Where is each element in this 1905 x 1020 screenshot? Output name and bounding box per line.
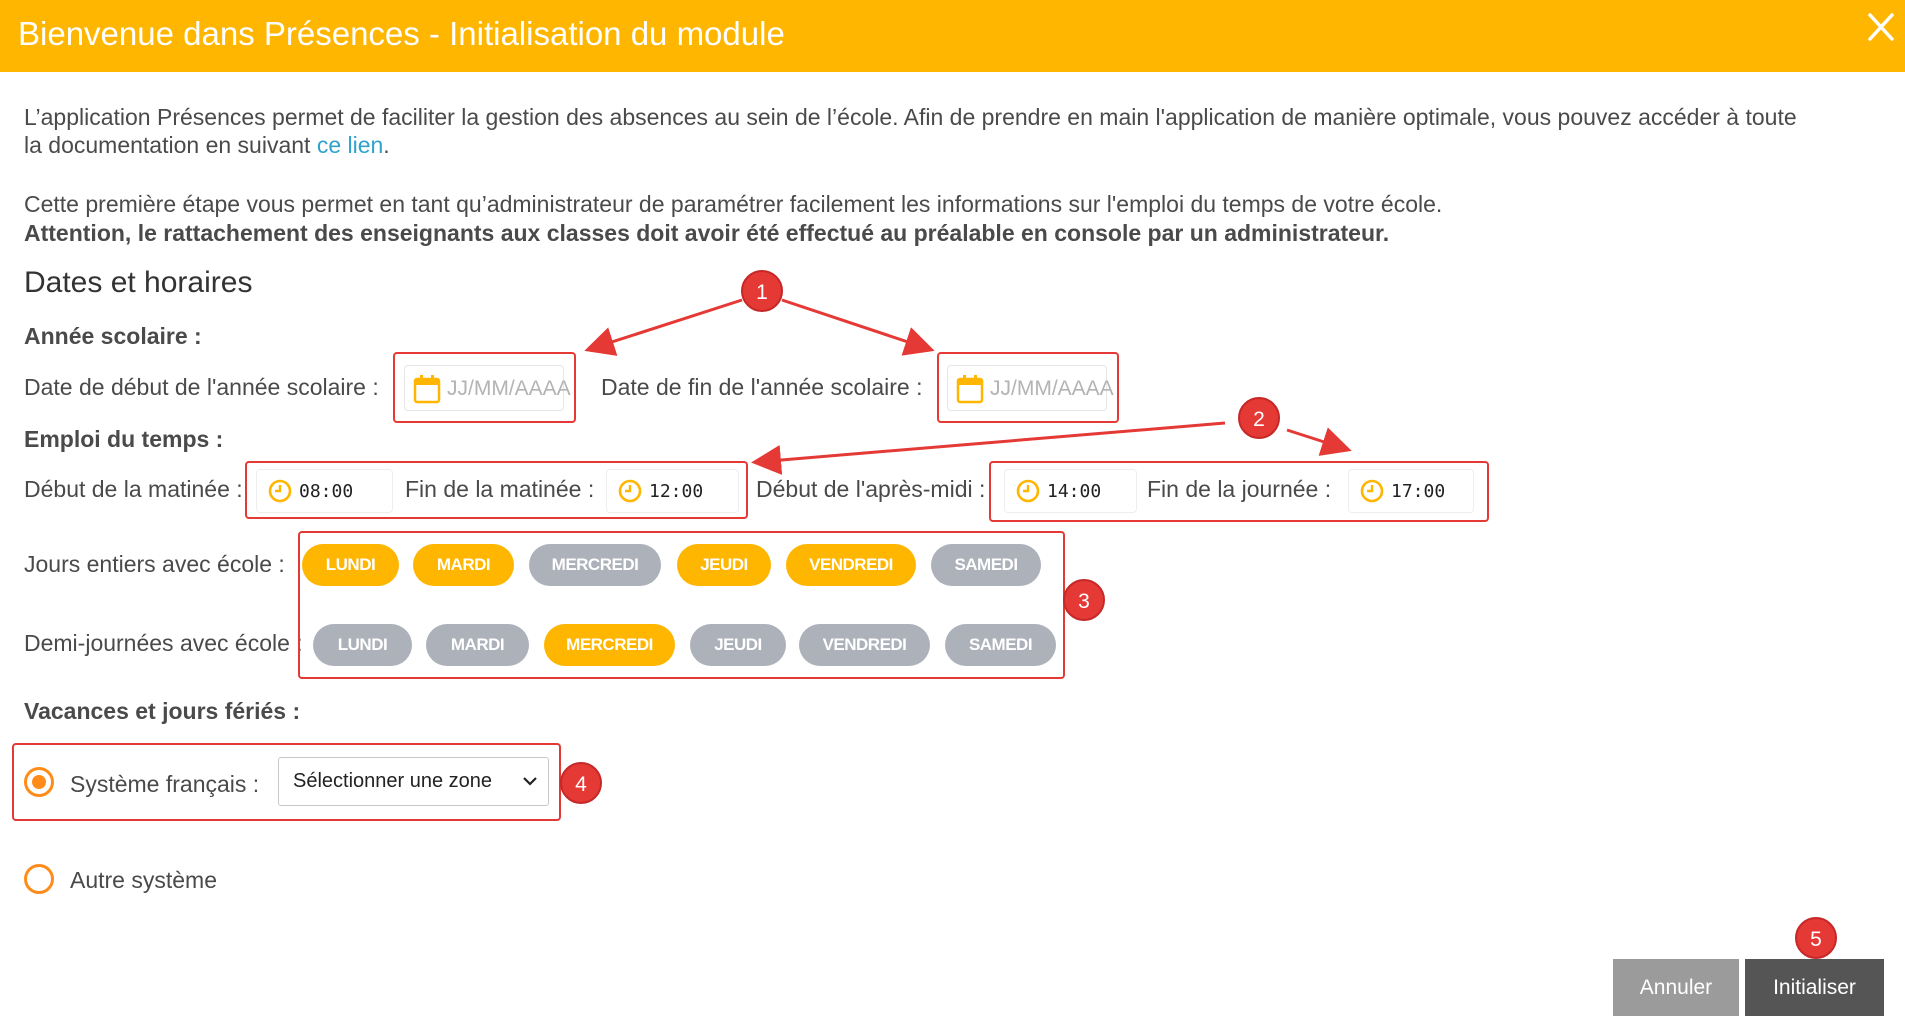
intro-line-2-end: . [383,132,390,158]
zone-select-value: Sélectionner une zone [293,770,493,792]
day-end-label: Fin de la journée : [1147,476,1332,502]
half-day-samedi[interactable]: SAMEDI [945,624,1056,666]
annotation-badge-2: 2 [1238,397,1280,439]
annotation-badge-3: 3 [1063,579,1105,621]
full-day-mercredi[interactable]: MERCREDI [529,544,661,586]
annotation-badge-1: 1 [741,270,783,312]
school-year-heading: Année scolaire : [24,323,202,349]
end-date-label: Date de fin de l'année scolaire : [601,374,923,400]
afternoon-start-label: Début de l'après-midi : [756,476,986,502]
modal-title: Bienvenue dans Présences - Initialisation du module [18,15,785,52]
section-title: Dates et horaires [24,266,253,299]
half-day-mercredi[interactable]: MERCREDI [544,624,675,666]
half-day-mardi[interactable]: MARDI [426,624,529,666]
intro-paragraph-2: Cette première étape vous permet en tant qu’administrateur de paramétrer facilement les informations sur l'emploi du temps de votre école. [24,191,1443,217]
full-day-samedi[interactable]: SAMEDI [931,544,1041,586]
holidays-heading: Vacances et jours fériés : [24,698,301,724]
initialize-button[interactable]: Initialiser [1745,959,1884,1016]
annotation-badge-5: 5 [1795,917,1837,959]
half-day-lundi[interactable]: LUNDI [313,624,412,666]
afternoon-start-value: 14:00 [1047,481,1102,502]
morning-start-label: Début de la matinée : [24,476,243,502]
half-days-label: Demi-journées avec école : [24,630,303,656]
start-date-label: Date de début de l'année scolaire : [24,374,379,400]
full-day-vendredi[interactable]: VENDREDI [786,544,916,586]
end-date-placeholder: JJ/MM/AAAA [990,377,1114,400]
intro-line-2-text: la documentation en suivant [24,132,317,158]
full-day-mardi[interactable]: MARDI [413,544,514,586]
french-system-label: Système français : [70,771,260,797]
intro-line-1: L’application Présences permet de faciliter la gestion des absences au sein de l’école. Afin de prendre en main l'application de manière optimale, vous pouvez accéder à toute [24,104,1797,130]
full-day-lundi[interactable]: LUNDI [302,544,399,586]
morning-start-value: 08:00 [299,481,354,502]
day-end-value: 17:00 [1391,481,1446,502]
full-day-jeudi[interactable]: JEUDI [677,544,771,586]
documentation-link[interactable]: ce lien [316,132,384,158]
half-day-vendredi[interactable]: VENDREDI [799,624,930,666]
full-days-label: Jours entiers avec école : [24,551,285,577]
start-date-placeholder: JJ/MM/AAAA [447,377,571,400]
half-day-jeudi[interactable]: JEUDI [690,624,786,666]
timetable-heading: Emploi du temps : [24,426,224,452]
warning-text: Attention, le rattachement des enseignants aux classes doit avoir été effectué au préalable en console par un administrateur. [24,220,1390,246]
other-system-label: Autre système [70,867,217,893]
cancel-button[interactable]: Annuler [1613,959,1739,1016]
morning-end-value: 12:00 [649,481,704,502]
annotation-badge-4: 4 [560,762,602,804]
morning-end-label: Fin de la matinée : [405,476,595,502]
